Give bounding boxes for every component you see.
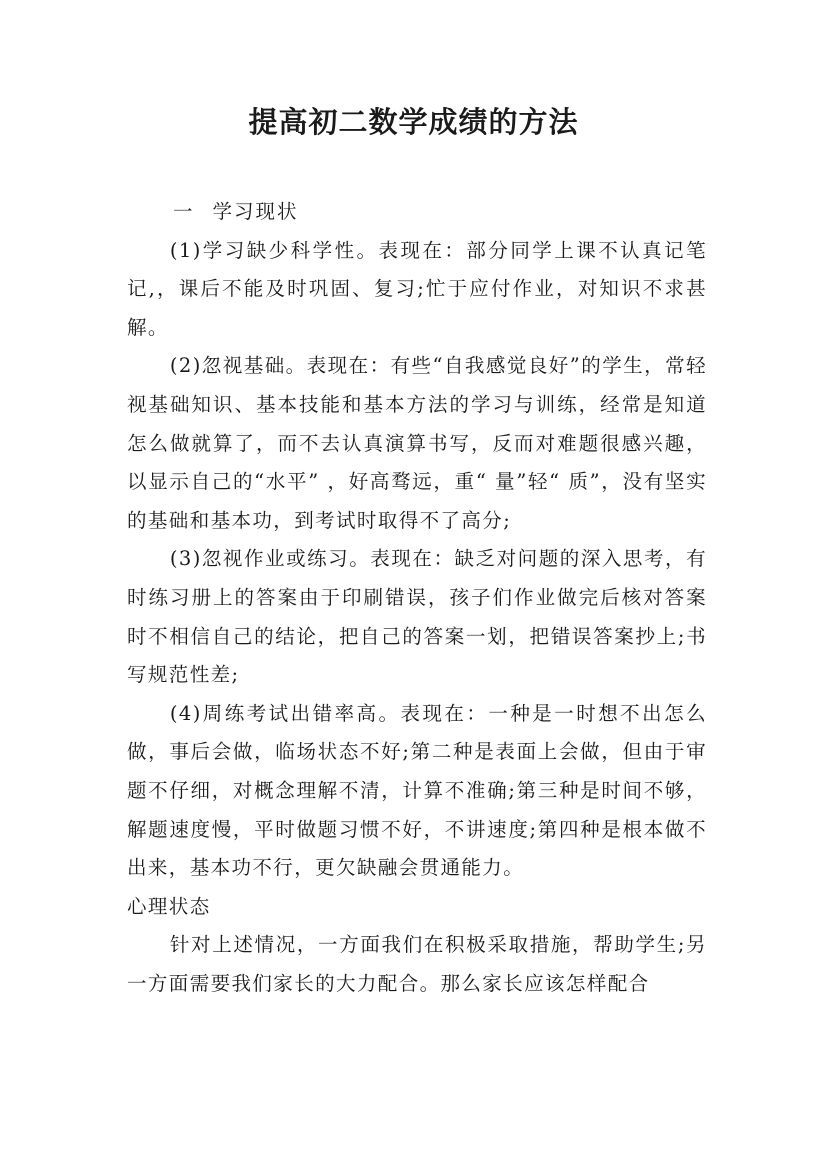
closing-paragraph: 针对上述情况，一方面我们在积极采取措施，帮助学生;另一方面需要我们家长的大力配合。那么家长应该怎样配合 [127, 933, 707, 995]
document-body [127, 193, 707, 1003]
section-number: 一 [173, 200, 195, 223]
paragraph-2: (2)忽视基础。表现在：有些“自我感觉良好”的学生，常轻视基础知识、基本技能和基本方法的学习与训练，经常是知道怎么做就算了，而不去认真演算书写，反而对难题很感兴趣，以显示自己的“水平” ，好高骛远，重“ 量”轻“ 质”，没有坚实的基础和基本功，到考试时取得不了高分; [127, 354, 707, 532]
section-heading [127, 193, 707, 232]
paragraph-3: (3)忽视作业或练习。表现在：缺乏对问题的深入思考，有时练习册上的答案由于印刷错误，孩子们作业做完后核对答案时不相信自己的结论，把自己的答案一划，把错误答案抄上;书写规范性差; [127, 547, 707, 687]
section-heading-text: 学习现状 [212, 200, 299, 223]
subheading: 心理状态 [127, 894, 211, 918]
paragraph-4: (4)周练考试出错率高。表现在：一种是一时想不出怎么做，事后会做，临场状态不好;第二种是表面上会做，但由于审题不仔细，对概念理解不清，计算不准确;第三种是时间不够，解题速度慢，平时做题习惯不好，不讲速度;第四种是根本做不出来，基本功不行，更欠缺融会贯通能力。 [127, 701, 707, 880]
document-title: 提高初二数学成绩的方法 [248, 105, 579, 139]
paragraph-1: (1)学习缺少科学性。表现在：部分同学上课不认真记笔记,，课后不能及时巩固、复习;忙于应付作业，对知识不求甚解。 [127, 238, 707, 339]
